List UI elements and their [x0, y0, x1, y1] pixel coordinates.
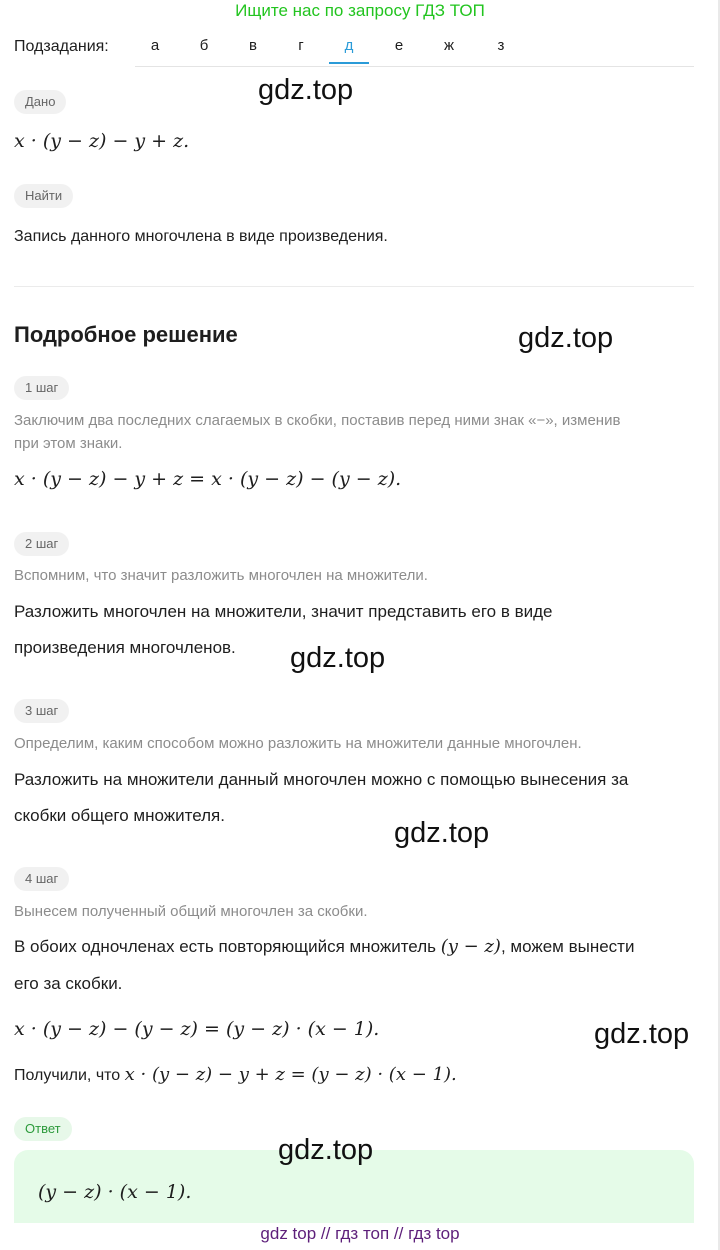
subtask-tab-list: [135, 34, 694, 67]
step-1-badge: 1 шаг: [14, 376, 69, 400]
step-1-formula: x · (y − z) − y + z = x · (y − z) − (y − z).: [14, 468, 402, 490]
step-1-hint-line-1: Заключим два последних слагаемых в скобки, поставив перед ними знак «−», изменив: [14, 412, 621, 429]
subtasks-label: Подзадания:: [14, 38, 109, 55]
step-3-hint: Определим, каким способом можно разложить на множители данные многочлен.: [14, 735, 582, 752]
step-4-result: [14, 1064, 457, 1085]
watermark-1: gdz.top: [258, 74, 354, 106]
step-2-text-line-1: Разложить многочлен на множители, значит представить его в виде: [14, 602, 553, 621]
answer-expression: (y − z) · (x − 1).: [38, 1181, 192, 1203]
subtask-tab-b[interactable]: б: [199, 37, 209, 54]
section-divider: [14, 286, 694, 287]
step-4-text-after: , можем вынести: [500, 937, 635, 956]
step-2-text-line-2: произведения многочленов.: [14, 638, 236, 657]
watermark-6: gdz.top: [278, 1134, 374, 1166]
subtask-tab-e[interactable]: е: [394, 37, 404, 54]
watermark-2: gdz.top: [518, 322, 614, 354]
subtask-tab-zh[interactable]: ж: [443, 37, 455, 54]
step-4-text-line-2: его за скобки.: [14, 974, 123, 993]
step-4-hint: Вынесем полученный общий многочлен за скобки.: [14, 903, 368, 920]
step-3-text-line-2: скобки общего множителя.: [14, 806, 225, 825]
subtask-tab-v[interactable]: в: [249, 37, 257, 54]
step-4-badge: 4 шаг: [14, 867, 69, 891]
footer-watermark: gdz top // гдз топ // гдз top: [260, 1224, 460, 1243]
subtask-tab-a[interactable]: а: [150, 37, 160, 54]
promo-banner: Ищите нас по запросу ГДЗ ТОП: [235, 1, 485, 20]
subtask-tab-z[interactable]: з: [497, 37, 505, 54]
find-badge: Найти: [14, 184, 73, 208]
step-2-badge: 2 шаг: [14, 532, 69, 556]
step-4-text-line-1: [14, 929, 634, 965]
watermark-5: gdz.top: [594, 1018, 690, 1050]
step-4-result-prefix: Получили, что: [14, 1067, 125, 1084]
answer-badge: Ответ: [14, 1117, 72, 1141]
given-badge: Дано: [14, 90, 66, 114]
find-text: Запись данного многочлена в виде произведения.: [14, 228, 388, 245]
given-expression: x · (y − z) − y + z.: [14, 130, 190, 152]
watermark-3: gdz.top: [290, 642, 386, 674]
step-4-formula: x · (y − z) − (y − z) = (y − z) · (x − 1).: [14, 1018, 380, 1040]
subtask-tab-d[interactable]: д: [329, 37, 369, 64]
step-4-result-math: x · (y − z) − y + z = (y − z) · (x − 1).: [124, 1064, 457, 1085]
step-4-text-before: В обоих одночленах есть повторяющийся множитель: [14, 937, 441, 956]
step-3-badge: 3 шаг: [14, 699, 69, 723]
step-4-text-math: (y − z): [440, 936, 501, 957]
subtask-tab-g[interactable]: г: [298, 37, 304, 54]
step-1-hint-line-2: при этом знаки.: [14, 435, 123, 452]
step-2-hint: Вспомним, что значит разложить многочлен на множители.: [14, 567, 428, 584]
solution-title: Подробное решение: [14, 322, 238, 347]
subtasks-nav: [14, 34, 694, 66]
watermark-4: gdz.top: [394, 817, 490, 849]
step-3-text-line-1: Разложить на множители данный многочлен можно с помощью вынесения за: [14, 770, 629, 789]
